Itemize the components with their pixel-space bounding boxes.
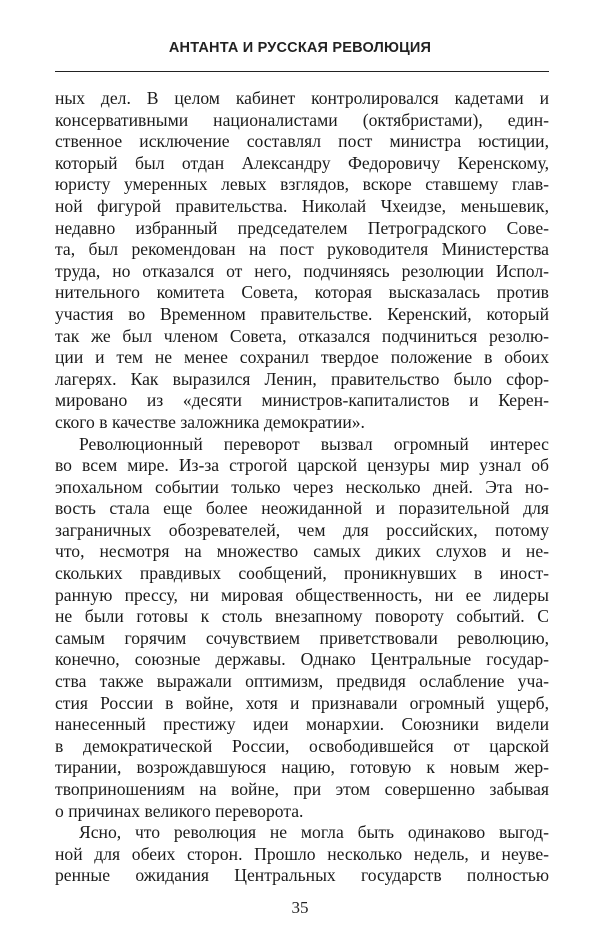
text-line: вость стала еще более неожиданной и поразительной для: [55, 498, 549, 519]
text-line: нительного комитета Совета, которая высказалась против: [55, 282, 549, 303]
running-header: АНТАНТА И РУССКАЯ РЕВОЛЮЦИЯ: [168, 40, 432, 56]
text-line: что, несмотря на множество самых диких слухов и не-: [55, 541, 549, 562]
paragraph: [55, 822, 549, 887]
text-line: ского в качестве заложника демократии».: [55, 411, 365, 432]
text-line: во всем мире. Из-за строгой царской цензуры мир узнал об: [55, 455, 549, 476]
text-line: недавно избранный председателем Петроградского Сове-: [55, 217, 549, 238]
text-line: ной для обеих сторон. Прошло несколько недель, и неуве-: [55, 843, 549, 864]
text-line: та, был рекомендован на пост руководителя Министерства: [55, 239, 549, 260]
text-line: ранную прессу, ни мировая общественность, ни ее лидеры: [55, 584, 549, 605]
text-line: нанесенный престижу идеи монархии. Союзники видели: [55, 714, 549, 735]
text-line: в демократической России, освободившейся от царской: [55, 735, 549, 756]
text-line: ства также выражали оптимизм, предвидя ослабление уча-: [55, 671, 549, 692]
text-line: ственное исключение составлял пост министра юстиции,: [55, 131, 549, 152]
header-rule: [55, 71, 549, 72]
paragraph: [55, 88, 549, 434]
text-line: так же был членом Совета, отказался подчиниться резолю-: [55, 325, 549, 346]
text-line: твоприношениям на войне, при этом совершенно забывая: [55, 779, 549, 799]
body-text: [55, 88, 549, 887]
text-line: тирании, возрождавшуюся нацию, готовую к новым жер-: [55, 757, 549, 778]
text-line: эпохальном событии только через несколько дней. Эта но-: [55, 476, 549, 497]
text-line: юристу умеренных левых взглядов, вскоре ставшему глав-: [55, 174, 549, 195]
page-number: 35: [291, 898, 309, 917]
text-line: о причинах великого переворота.: [55, 800, 304, 821]
text-line: труда, но отказался от него, подчиняясь резолюции Испол-: [55, 260, 549, 281]
text-line: который был отдан Александру Федоровичу Керенскому,: [55, 152, 549, 173]
text-line: мировано из «десяти министров-капиталистов и Керен-: [55, 390, 549, 411]
text-line: конечно, союзные державы. Однако Центральные государ-: [55, 649, 549, 670]
text-line: лагерях. Как выразился Ленин, правительство было сфор-: [55, 368, 549, 389]
text-line: ных дел. В целом кабинет контролировался кадетами и: [55, 88, 549, 108]
text-line: ции и тем не менее сохранил твердое положение в обоих: [55, 347, 549, 368]
text-line: самым горячим сочувствием приветствовали революцию,: [55, 627, 549, 648]
text-line: скольких правдивых сообщений, проникнувших в иност-: [55, 563, 549, 584]
text-line: Ясно, что революция не могла быть одинаково выгод-: [79, 822, 549, 843]
paragraph: [55, 434, 549, 823]
text-line: ренные ожидания Центральных государств полностью: [55, 865, 549, 886]
text-line: заграничных обозревателей, чем для российских, потому: [55, 519, 549, 540]
text-line: консервативными националистами (октябристами), един-: [55, 109, 549, 130]
text-line: Революционный переворот вызвал огромный интерес: [79, 433, 549, 454]
text-line: стия России в войне, хотя и признавали огромный ущерб,: [55, 692, 549, 713]
text-line: участия во Временном правительстве. Керенский, который: [55, 303, 549, 324]
text-line: не были готовы к столь внезапному повороту событий. С: [55, 606, 549, 627]
text-line: ной фигурой правительства. Николай Чхеидзе, меньшевик,: [55, 195, 549, 216]
